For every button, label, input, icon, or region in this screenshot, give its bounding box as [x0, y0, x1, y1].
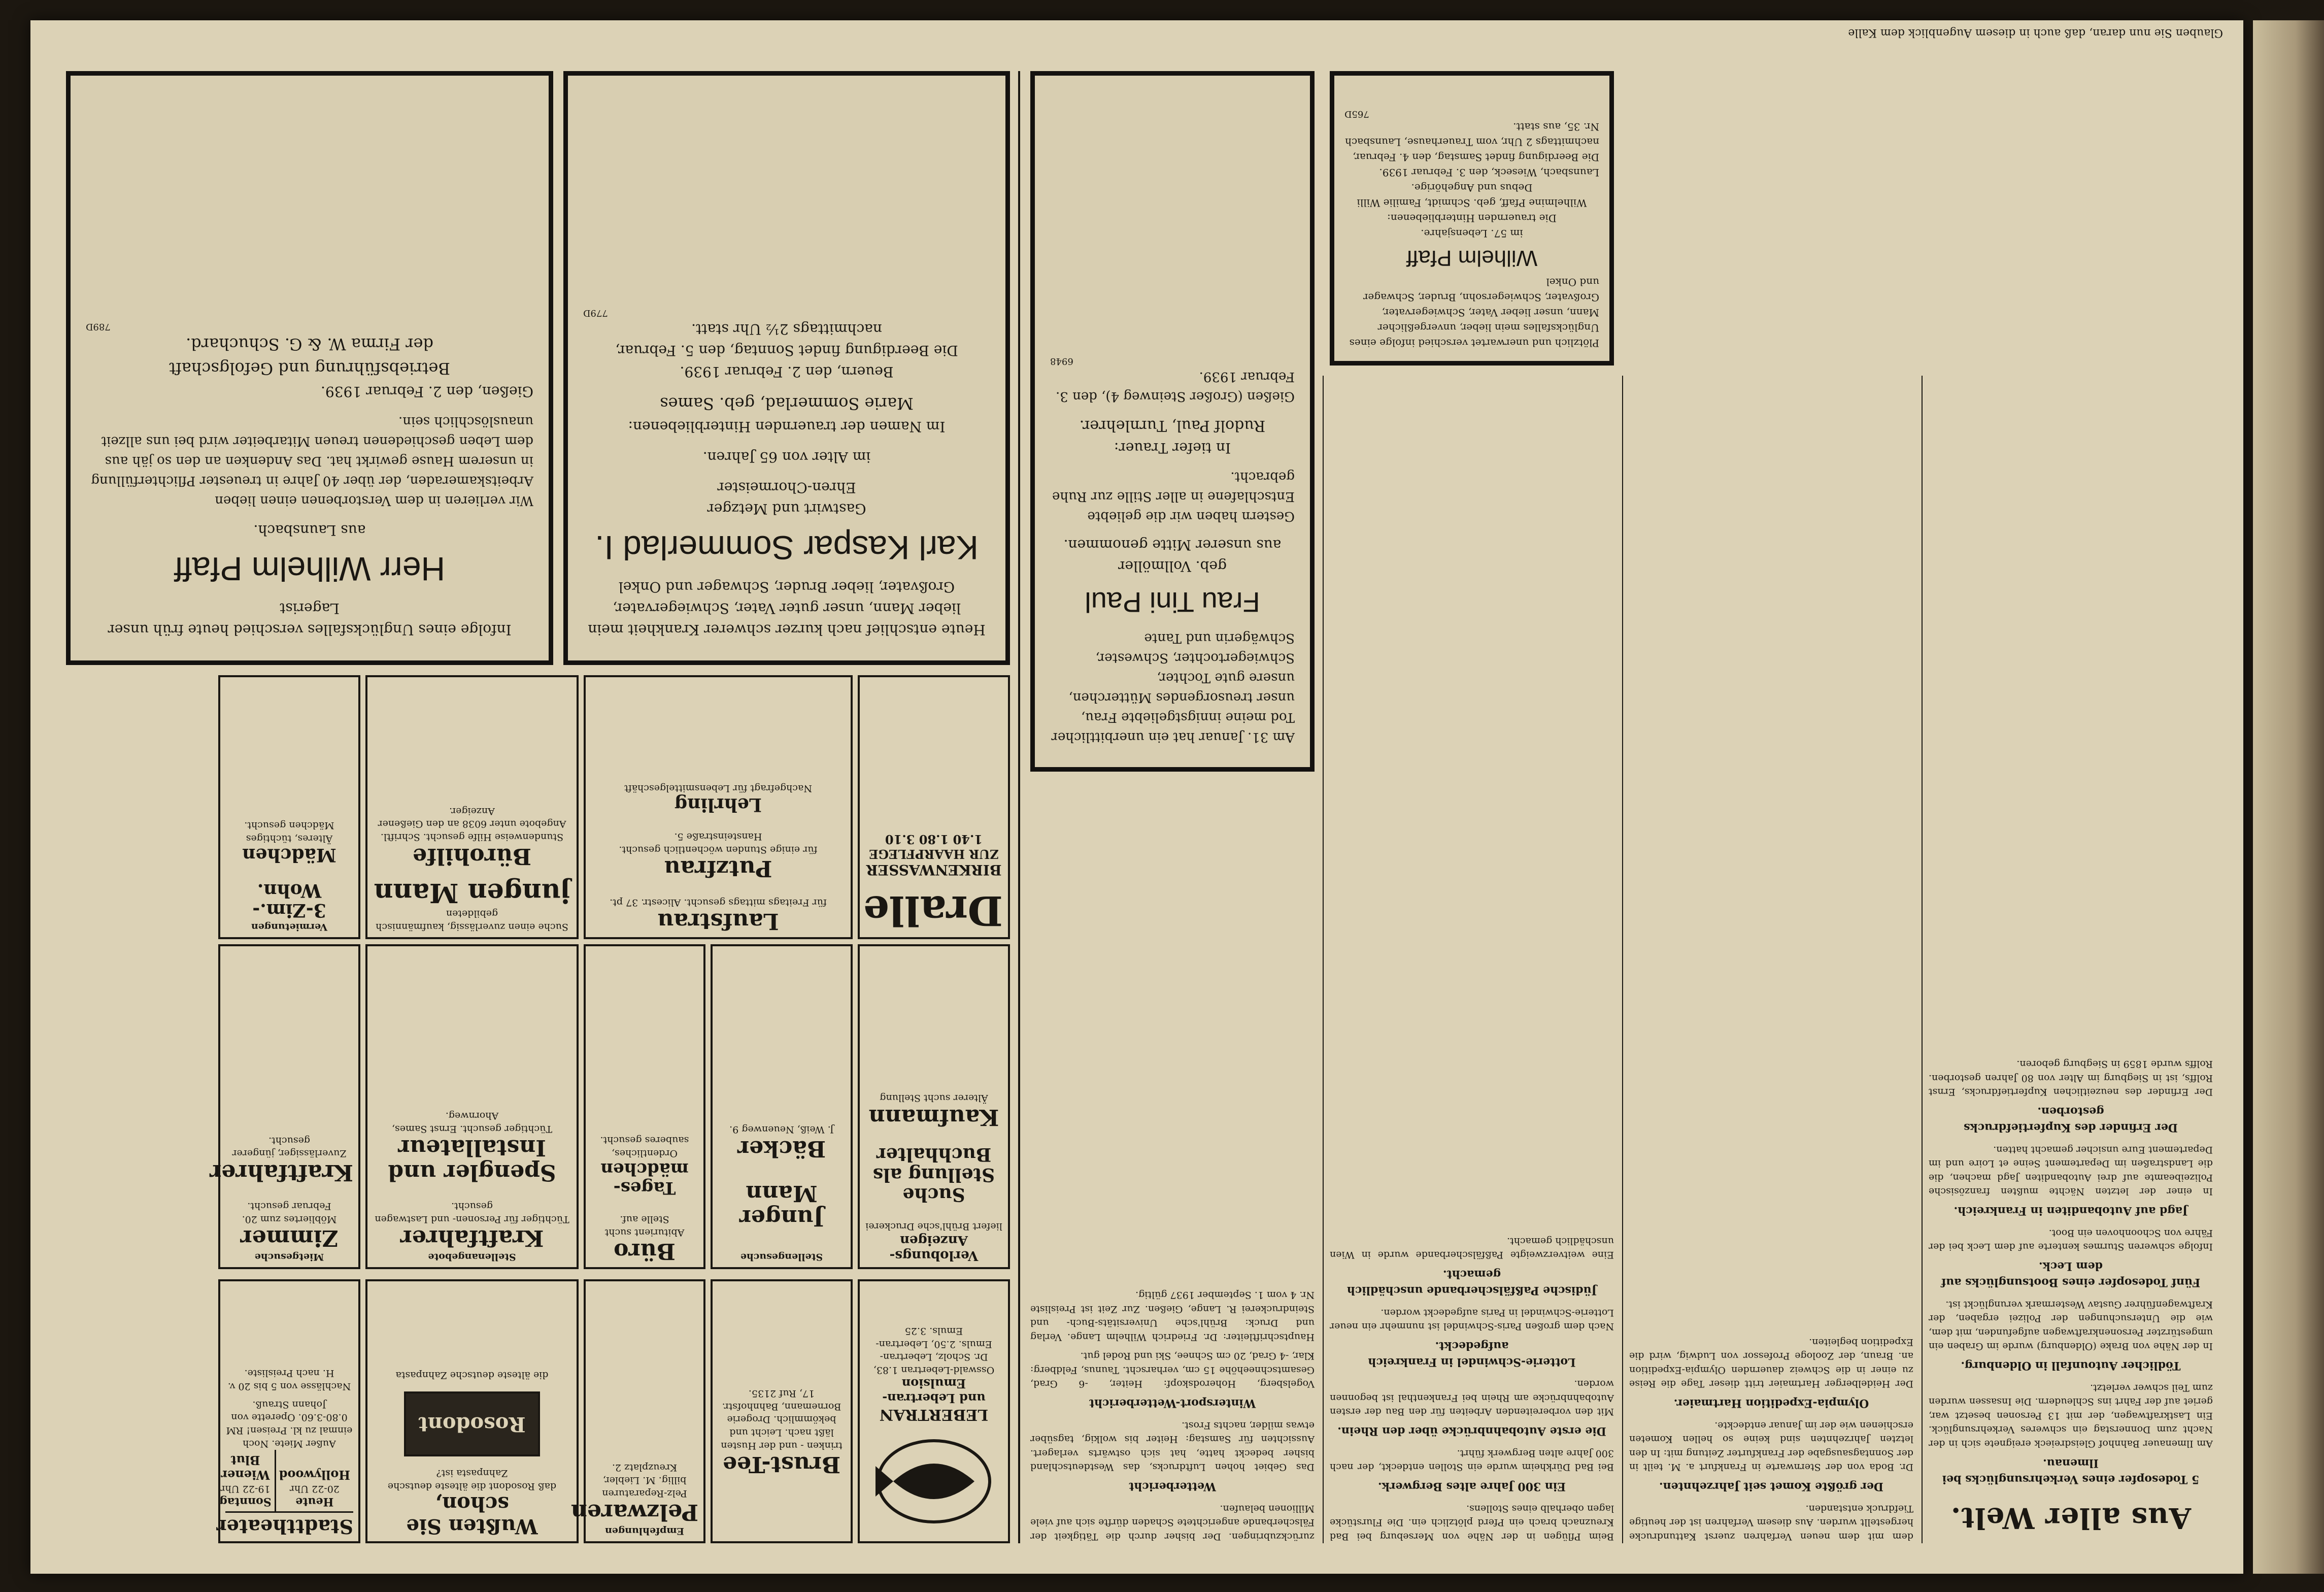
article-heading: Fünf Todesopfer eines Bootsunglücks auf dem Leck.: [1941, 1259, 2201, 1289]
article-heading: Der Erfinder des Kupfertiefdrucks gestorben.: [1964, 1105, 2178, 1135]
obit-text-2: Gestern haben wir die geliebte Entschlafene in aller Stille zur Ruhe gebracht.: [1052, 469, 1295, 524]
kraftfahrer-text: Tüchtiger für Personen- und Lastwagen gesucht.: [375, 1201, 569, 1225]
verlobung-text: liefert Brühl'sche Druckerei: [865, 1221, 1002, 1232]
news-column-4: [1030, 782, 1315, 1543]
buerohilfe-text: Stundenweise Hilfe gesucht. Schriftl. Angebote unter 6038 an den Gießener Anzeiger.: [378, 805, 566, 843]
ad-laufstrau: [584, 675, 853, 939]
buero-title: Büro: [614, 1238, 676, 1264]
verlobung-title: Verlobungs-Anzeigen: [889, 1233, 979, 1263]
theater-day-2: Sonntag: [219, 1495, 272, 1509]
article-text: In einer der letzten Nächte mußten französische Polizeibeamte auf drei Autobanditen Jagd machen, die die Landstraßen im Departement Seine et Loire und im Departement Eure unsicher gemacht hatten.: [1929, 1144, 2213, 1198]
ad-jungen-mann: [365, 675, 579, 939]
obit-name: Frau Tini Paul: [1085, 586, 1260, 618]
book-binding: [2253, 20, 2324, 1574]
fish-logo-icon: [868, 1425, 1000, 1537]
ad-rosodont: [365, 1279, 579, 1543]
pelzwaren-title: Pelzwaren: [570, 1499, 698, 1525]
lehrling-text: Nachgefragt für Lebensmittelgeschäft: [624, 782, 812, 794]
column-rule: [1018, 71, 1020, 1543]
obituary-wilhelm-pfaff-family: [1330, 71, 1614, 366]
buerohilfe-title: Bürohilfe: [412, 843, 532, 869]
theater-time-1: 20-22 Uhr: [289, 1483, 340, 1495]
imprint-text: Hauptschriftleiter: Dr. Friedrich Wilhelm Lange. Verlag und Druck: Brühl'sche Universitäts-Buch- und Steindruckerei R. Lange, Gießen. Zur Zeit ist Preisliste Nr. 4 vom 1. September 1937 gültig.: [1030, 1289, 1315, 1343]
article-text: Infolge schweren Sturmes kenterte auf dem Leck bei der Fähre von Schoonhoven ein Boot.: [1929, 1227, 2213, 1253]
stellengesuche-label: Stellengesuche: [740, 1251, 823, 1263]
article-text: Nach dem großen Paris-Schwindel ist nunmehr ein neuer Lotterie-Schwindel in Paris aufgedeckt worden.: [1330, 1307, 1614, 1333]
baecker-text: J. Weiß, Neuenweg 9.: [729, 1124, 834, 1136]
obit-place: Gießen (Großer Steinweg 4), den 3. Februar 1939.: [1056, 369, 1295, 404]
kraftfahrer2-title: Kraftfahrer: [210, 1159, 353, 1185]
article-text: Bei Bad Dürkheim wurde ein Stollen entdeckt, der nach 300 Jahre alten Bergwerk führt.: [1330, 1447, 1614, 1473]
brust-tee-title: Brust-Tee: [722, 1451, 841, 1477]
obit-text-1: aus unserer Mitte genommen.: [1063, 537, 1282, 553]
dralle-brand: Dralle: [863, 887, 1003, 935]
article-text: Dr. Boda von der Sternwarte in Frankfurt a. M. teilt in der Sonntagsausgabe der Frankfurter Zeitung mit: In den letzten Jahrzehnten sind keine so hellen Kometen erschienen wie der im Januar entdeckte.: [1629, 1419, 1913, 1473]
obit-mourn-label: Die trauernden Hinterbliebenen:: [1387, 212, 1557, 224]
ad-brust-tee: [711, 1279, 853, 1543]
lebertran-title: und Lebertran-Emulsion: [882, 1376, 986, 1406]
ad-jungermann: [711, 944, 853, 1269]
article-heading: Wetterbericht: [1129, 1480, 1216, 1494]
buchhalter-title: Suche Stellung als Buchhalter: [872, 1144, 995, 1206]
pelzwaren-text: Pelz-Reparaturen billig. M. Liebler, Kreuzplatz 2.: [602, 1462, 687, 1499]
rosodont-headline: Wußten Sie schon,: [406, 1492, 538, 1538]
article-heading: 5 Todesopfer eines Verkehrsunglücks bei Ilmenau.: [1942, 1456, 2200, 1486]
article-text: zurückzubringen. Der bisher durch die Tätigkeit der Fälscherbande angerichtete Schaden dürfte sich auf viele Millionen belaufen.: [1030, 1503, 1315, 1542]
theater-note: Außer Miete. Noch einmal zu kl. Preisen! RM 0.80-3.60. Operette von Johann Strauß.: [226, 1399, 353, 1449]
ad-wohnung: [218, 675, 360, 939]
news-column-1: [1929, 376, 2213, 1543]
obit-name: Herr Wilhelm Pfaff: [174, 550, 446, 588]
obit-place: Beuern, den 2. Februar 1939.: [680, 363, 894, 380]
obit-place: Launsbach, Wieseck, den 3. Februar 1939.: [1379, 167, 1599, 179]
obit-mourn-label: In tiefer Trauer:: [1114, 440, 1231, 456]
baecker-title: Bäcker: [737, 1135, 826, 1162]
kraftfahrer-title: Kraftfahrer: [400, 1225, 544, 1251]
mann-title: jungen Mann: [374, 877, 570, 908]
news-column-2: [1629, 376, 1913, 1543]
zimmer-title: Zimmer: [240, 1225, 339, 1251]
article-heading: Lotterie-Schwindel in Frankreich aufgedeckt.: [1368, 1339, 1576, 1369]
ad-buero: [584, 944, 705, 1269]
tagesmaedchen-title: Tages-mädchen: [600, 1158, 689, 1199]
article-heading: Der größte Komet seit Jahrzehnten.: [1659, 1480, 1884, 1494]
article-heading: Die erste Autobahnbrücke über den Rhein.: [1337, 1424, 1606, 1438]
obit-age: im 57. Lebensjahre.: [1421, 227, 1523, 240]
stellenangebote-label: Stellenangebote: [428, 1251, 516, 1263]
obit-mourner: Marie Sommerlad, geb. Sames: [660, 394, 914, 413]
maedchen-title: Mädchen: [242, 844, 336, 866]
obituary-karl-sommerlad: [563, 71, 1010, 665]
stadttheater-title: Stadttheater: [216, 1515, 353, 1538]
empfehlungen-label: Empfehlungen: [605, 1525, 684, 1537]
ad-stadttheater: [218, 1279, 360, 1543]
obituary-wilhelm-pfaff-company: [66, 71, 553, 665]
obit-mourner: Rudolf Paul, Turnlehrer.: [1079, 417, 1266, 435]
section-title: Aus aller Welt.: [1950, 1501, 2192, 1535]
theater-time-2: 19-22 Uhr: [220, 1483, 271, 1495]
ad-zimmer: [210, 944, 360, 1269]
laufstrau-title: Laufstrau: [657, 908, 779, 934]
column-rule: [1323, 376, 1324, 1543]
article-text: Eine weitverzweigte Paßfälscherbande wurde in Wien unschädlich gemacht.: [1330, 1235, 1614, 1261]
header-strip: Glauben Sie nun daran, daß auch in diesem Augenblick dem Kalle: [1848, 26, 2223, 39]
obit-profession-2: Ehren-Chormeister: [717, 479, 856, 496]
obit-intro: Infolge eines Unglücksfalles verschied heute früh unser Lagerist: [108, 600, 512, 638]
lehrling-title: Lehrling: [674, 794, 762, 816]
putzfrau-title: Putzfrau: [664, 855, 772, 881]
maedchen-text: Älteres, tüchtiges Mädchen gesucht.: [244, 819, 334, 844]
obit-place: Gießen, den 2. Februar 1939.: [321, 383, 533, 400]
article-text: Mit den vorbereitenden Arbeiten für den Bau der ersten Autobahnbrücke am Rhein bei Frankenthal ist begonnen worden.: [1330, 1378, 1614, 1418]
kaufmann-text: Älterer sucht Stellung: [880, 1092, 988, 1104]
obituary-tini-paul: [1030, 71, 1315, 772]
buero-text: Abiturient sucht Stelle auf.: [604, 1213, 685, 1238]
laufstrau-text: für Freitags mittags gesucht. Alicestr. 37 pt.: [610, 897, 827, 908]
jungermann-title: Junger Mann: [739, 1180, 824, 1231]
obit-code: 765D: [1344, 109, 1369, 119]
kaufmann-title: Kaufmann: [868, 1104, 999, 1130]
article-heading: Jüdische Paßfälscherbande unschädlich gemacht.: [1346, 1268, 1597, 1297]
obit-age: im Alter von 65 Jahren.: [702, 449, 871, 466]
obit-intro: Heute entschlief nach kurzer schwerer Krankheit mein lieber Mann, unser guter Vater, Schwiegervater, Großvater, lieber Bruder, Schwager und Onkel: [588, 579, 986, 638]
lebertran-text: Osswald-Lebertran 1.83, Dr. Scholz, Lebertran-Emuls. 2.50, Lebertran-Emuls. 3.25: [873, 1325, 995, 1376]
spengler-title: Spengler und Installateur: [388, 1135, 556, 1185]
article-heading: Olympia-Expedition Hartmaier.: [1673, 1397, 1869, 1410]
theater-play-1: Hollywood: [279, 1467, 350, 1482]
obit-place-of: aus Launsbach.: [253, 522, 366, 539]
news-column-3: [1330, 376, 1614, 1543]
tagesmaedchen-text: Ordentliches, sauberes gesucht.: [600, 1134, 689, 1159]
obit-intro: Plötzlich und unerwartet verschied infolge eines Unglücksfalles mein lieber, unvergeßlicher Mann, unser lieber Vater, Schwiegervater, Großvater, Schwiegersohn, Bruder, Schwager und Onkel: [1349, 276, 1599, 349]
rosodont-subtitle: die älteste deutsche Zahnpasta: [395, 1369, 549, 1381]
rosodont-text: daß Rosodont die älteste deutsche Zahnpasta ist?: [387, 1468, 557, 1492]
obit-text: Wir verlieren in dem Verstorbenen einen lieben Arbeitskameraden, der über 40 Jahre in treuester Pflichterfüllung in unserem Hause gewirkt hat. Das Andenken an den so jäh aus dem Leben geschiedenen treuen Mitarbeiter wird bei uns allzeit unauslöschlich sein.: [91, 414, 533, 508]
lebertran-logo-text: LEBERTRAN: [879, 1406, 989, 1423]
article-text: Das Gebiet hohen Luftdrucks, das Westdeutschland bisher bedeckt hatte, hat sich ostwärts verlagert. Aussichten für Samstag: Heiter bis wolkig, tagsüber etwas milder, nachts Frost.: [1030, 1419, 1315, 1473]
putzfrau-text: für einige Stunden wöchentlich gesucht. Hansteinstraße 5.: [619, 831, 818, 855]
article-text: Beim Pflügen in der Nähe von Merseburg bei Bad Kreuznach brach ein Pferd plötzlich ein. Die Flurstücke lagen oberhalb eines Stollens.: [1330, 1503, 1614, 1542]
brust-tee-text: trinken - und der Husten läßt nach. Leicht und bekömmlich. Drogerie Bornemann, Bahnhofstr. 17, Ruf 2135.: [721, 1388, 843, 1451]
spengler-text: Tüchtiger gesucht. Ernst Sames, Ahornweg.: [391, 1110, 553, 1135]
obit-profession-1: Gastwirt und Metzger: [707, 501, 866, 517]
theater-play-2: Wiener Blut: [221, 1452, 270, 1482]
obit-name: Wilhelm Pfaff: [1406, 246, 1538, 271]
article-text: Der Erfinder des neuzeitlichen Kupfertiefdrucks, Ernst Rolffs, ist in Siegburg im Alter von 80 Jahren gestorben. Rolffs wurde 1859 in Siegburg geboren.: [1929, 1058, 2213, 1098]
article-heading: Tödlicher Autounfall in Oldenburg.: [1961, 1359, 2181, 1373]
wohnung-title: 3-Zim.-Wohn.: [252, 879, 326, 921]
article-heading: Wintersport-Wetterbericht: [1089, 1397, 1256, 1410]
obit-name: Karl Kaspar Sommerlad I.: [595, 529, 979, 567]
mietgesuche-label: Mietgesuche: [254, 1251, 324, 1263]
newspaper-content: [30, 20, 2243, 1574]
obit-born: geb. Vollmöller: [1118, 558, 1227, 575]
column-rule: [1622, 376, 1623, 1543]
nachlaesse-text: Nachlässe von 5 bis 20 v. H. nach Preisliste.: [227, 1368, 351, 1392]
obit-code: 789D: [86, 321, 111, 332]
obit-funeral: Die Beerdigung findet Samstag, den 4. Februar, nachmittags 2 Uhr, vom Trauerhause, Launsbach Nr. 35, aus statt.: [1345, 121, 1599, 163]
obit-intro: Am 31. Januar hat ein unerbittlicher Tod meine innigstgeliebte Frau, unser treusorgendes Mütterchen, unsere gute Tochter, Schwiegertochter, Schwester, Schwägerin und Tante: [1051, 631, 1295, 745]
obit-mourners: Wilhelmine Pfaff, geb. Schmidt, Familie Willi Debus und Angehörige.: [1357, 182, 1587, 209]
article-heading: Jagd auf Autobanditen in Frankreich.: [1953, 1204, 2188, 1218]
obit-code: 779D: [583, 308, 608, 318]
dralle-prices: 1.40 1.80 3.10: [885, 832, 983, 847]
ad-dralle: [858, 675, 1010, 939]
obit-signature-2: der Firma W. & G. Schuchard.: [186, 335, 433, 354]
obit-funeral: Die Beerdigung findet Sonntag, den 5. Februar, nachmittags 2½ Uhr statt.: [615, 321, 958, 359]
kraftfahrer2-text: Zuverlässiger, jüngerer gesucht.: [232, 1135, 347, 1159]
dralle-product-1: BIRKENWASSER: [866, 861, 1002, 878]
ad-lebertran: [858, 1279, 1010, 1543]
rosodont-brand: Rosodont: [404, 1391, 540, 1456]
dralle-product-2: ZUR HAARPFLEGE: [869, 847, 999, 861]
obit-signature-1: Betriebsführung und Gefolgschaft: [169, 359, 450, 378]
article-heading: Ein 300 Jahre altes Bergwerk.: [1377, 1480, 1566, 1494]
article-text: dem mit dem neuen Verfahren zuerst Kattundrucke hergestellt wurden. Aus diesem Verfahren ist der heutige Tiefdruck entstanden.: [1629, 1503, 1913, 1542]
ad-pelzwaren: [570, 1279, 705, 1543]
column-rule: [1922, 376, 1923, 1543]
vermietungen-label: Vermietungen: [251, 921, 328, 933]
article-text: Der Heidelberger Hartmaier tritt dieser Tage die Reise zu einer in die Schweiz dauernden Olympia-Expedition an. Braun, der Zoologe Professor von Ludwig, wird die Expedition begleiten.: [1629, 1336, 1913, 1390]
article-text: Vogelsberg, Hoherodskopf: Heiter, -6 Grad, Gesamtschneehöhe 15 cm, verharscht. Taunus, Feldberg: Klar, -4 Grad, 20 cm Schnee, Ski und Rodel gut.: [1030, 1350, 1315, 1390]
zimmer-text: Möbliertes zum 20. Februar gesucht.: [242, 1201, 337, 1225]
obit-mourn-label: Im Namen der trauernden Hinterbliebenen:: [628, 418, 946, 435]
obit-code: 6948: [1050, 356, 1073, 367]
mann-text: Suche einen zuverlässig, kaufmännisch gebildeten: [376, 908, 568, 933]
theater-day-1: Heute: [295, 1495, 334, 1509]
article-text: Am Ilmenauer Bahnhof Gleisdreieck ereignete sich in der Nacht zum Donnerstag ein schweres Verkehrsunglück. Ein Lastkraftwagen, der mit 13 Personen besetzt war, geriet auf der Fahrt ins Schleudern. Die Insassen wurden zum Teil schwer verletzt.: [1929, 1382, 2213, 1450]
ad-verlobung: [858, 944, 1010, 1269]
ad-kraftfahrer: [365, 944, 579, 1269]
article-text: In der Nähe von Brake (Oldenburg) wurde im Graben ein umgestürzter Personenkraftwagen aufgefunden, mit dem, wie die Untersuchungen der Polizei ergaben, der Kraftwagenführer Gustav Westermark verunglückt ist.: [1929, 1299, 2213, 1352]
